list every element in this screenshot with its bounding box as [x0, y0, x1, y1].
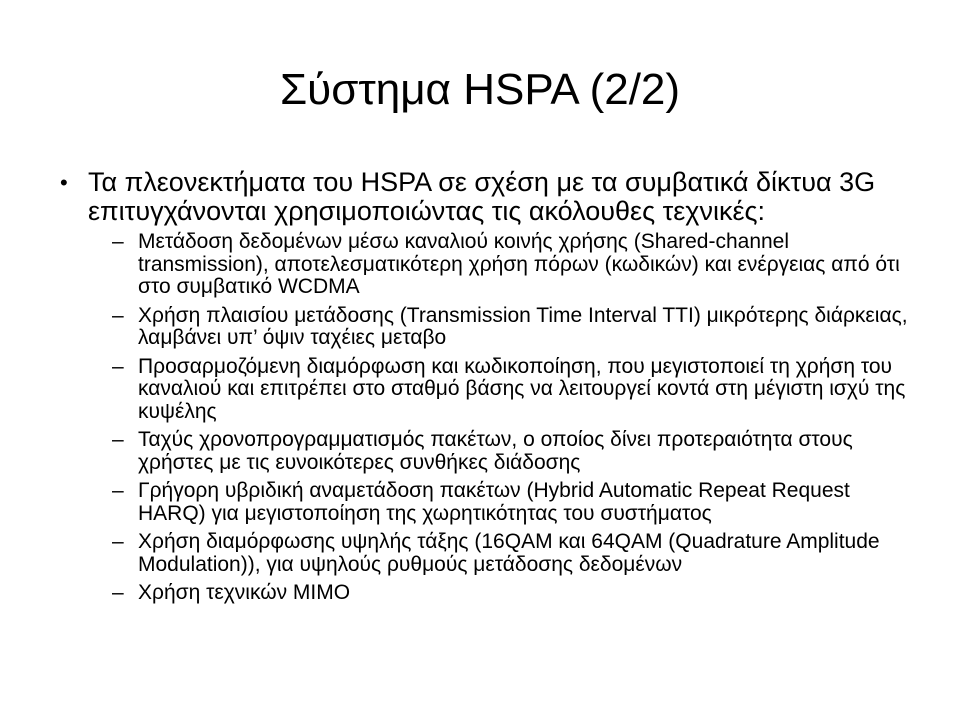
sub-bullet-item [112, 429, 920, 474]
sub-bullet-text: Χρήση πλαισίου μετάδοσης (Transmission Time Interval TTI) μικρότερης διάρκειας, λαμβάνει υπ’ όψιν ταχέιες μεταβο [138, 303, 908, 349]
sub-bullet-item [112, 480, 920, 525]
dash-icon: – [112, 354, 124, 378]
dash-icon: – [112, 581, 124, 604]
dash-icon: – [112, 230, 124, 253]
sub-bullet-item [112, 305, 920, 350]
dash-icon: – [112, 530, 124, 553]
sub-bullet-text: Χρήση διαμόρφωσης υψηλής τάξης (16QAM και 64QAM (Quadrature Amplitude Modulation)), για υψηλούς ρυθμούς μετάδοσης δεδομένων [138, 530, 880, 576]
sub-bullet-item [112, 231, 920, 299]
sub-bullet-text: Ταχύς χρονοπρογραμματισμός πακέτων, ο οποίος δίνει προτεραιότητα στους χρήστες με τις ευνοικότερες συνθήκες διάδοσης [138, 428, 853, 474]
sub-bullet-text: Μετάδοση δεδομένων μέσω καναλιού κοινής χρήσης (Shared-channel transmission), αποτελεσματικότερη χρήση πόρων (κωδικών) και ενέργειας από ότι στο συμβατικό WCDMA [138, 230, 900, 298]
dash-icon: – [112, 428, 124, 451]
sub-bullet-item [112, 582, 920, 605]
slide-title: Σύστημα HSPA (2/2) [279, 65, 681, 114]
bullet-icon: • [60, 170, 68, 195]
sub-bullet-text: Προσαρμοζόμενη διαμόρφωση και κωδικοποίηση, που μεγιστοποιεί τη χρήση του καναλιού και επιτρέπει στο σταθμό βάσης να λειτουργεί κοντά στη μέγιστη ισχύ της κυψέλης [138, 354, 906, 423]
slide-content [60, 168, 920, 611]
sub-bullet-item [112, 531, 920, 576]
dash-icon: – [112, 479, 124, 502]
main-bullet [60, 168, 920, 226]
main-bullet-text: Τα πλεονεκτήματα του HSPA σε σχέση με τα συμβατικά δίκτυα 3G επιτυγχάνονται χρησιμοποιώντας τις ακόλουθες τεχνικές: [88, 167, 876, 226]
sub-bullet-text: Χρήση τεχνικών MIMO [138, 581, 351, 604]
sub-bullet-list [60, 231, 920, 605]
dash-icon: – [112, 303, 124, 327]
sub-bullet-text: Γρήγορη υβριδική αναμετάδοση πακέτων (Hybrid Automatic Repeat Request HARQ) για μεγιστοποίηση της χωρητικότητας του συστήματος [138, 479, 850, 525]
sub-bullet-item [112, 356, 920, 424]
